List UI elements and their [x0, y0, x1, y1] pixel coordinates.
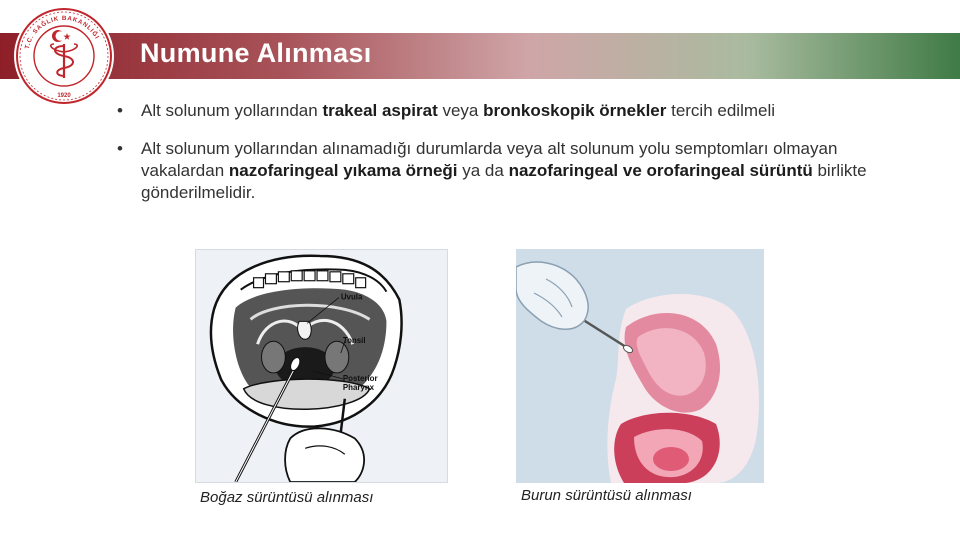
throat-swab-illustration: [195, 249, 448, 483]
ministry-of-health-seal-icon: [14, 6, 114, 106]
label-tonsil: Tonsil: [342, 336, 366, 346]
page-title: Numune Alınması: [140, 38, 372, 68]
seal-graphic: [14, 6, 114, 106]
nasal-swab-illustration: [516, 249, 764, 483]
bullet-item-1: [117, 100, 897, 122]
seal-year: 1920: [57, 93, 71, 99]
bullet-list: [117, 100, 897, 220]
caption-nasal-swab: Burun sürüntüsü alınması: [521, 487, 692, 504]
bullet-text: Alt solunum yollarından alınamadığı durumlarda veya alt solunum yolu semptomları olmayan vakalardan nazofaringeal yıkama örneği ya da nazofaringeal ve orofaringeal sürüntü birlikte gönderilmelidir.: [141, 139, 867, 202]
label-posterior: Posterior: [342, 373, 378, 383]
caption-throat-swab: Boğaz sürüntüsü alınması: [200, 489, 374, 506]
bullet-item-2: [117, 138, 897, 204]
label-uvula: Uvula: [340, 292, 363, 302]
bullet-marker: •: [117, 139, 123, 158]
seal-ring-text: T.C. SAĞLIK BAKANLIĞI: [23, 14, 101, 50]
throat-swab-graphic: [196, 250, 447, 482]
bullet-marker: •: [117, 101, 123, 120]
bullet-text: Alt solunum yollarından trakeal aspirat veya bronkoskopik örnekler tercih edilmeli: [141, 101, 776, 120]
nasal-swab-graphic: [516, 249, 764, 483]
label-pharynx: Pharynx: [342, 382, 375, 392]
